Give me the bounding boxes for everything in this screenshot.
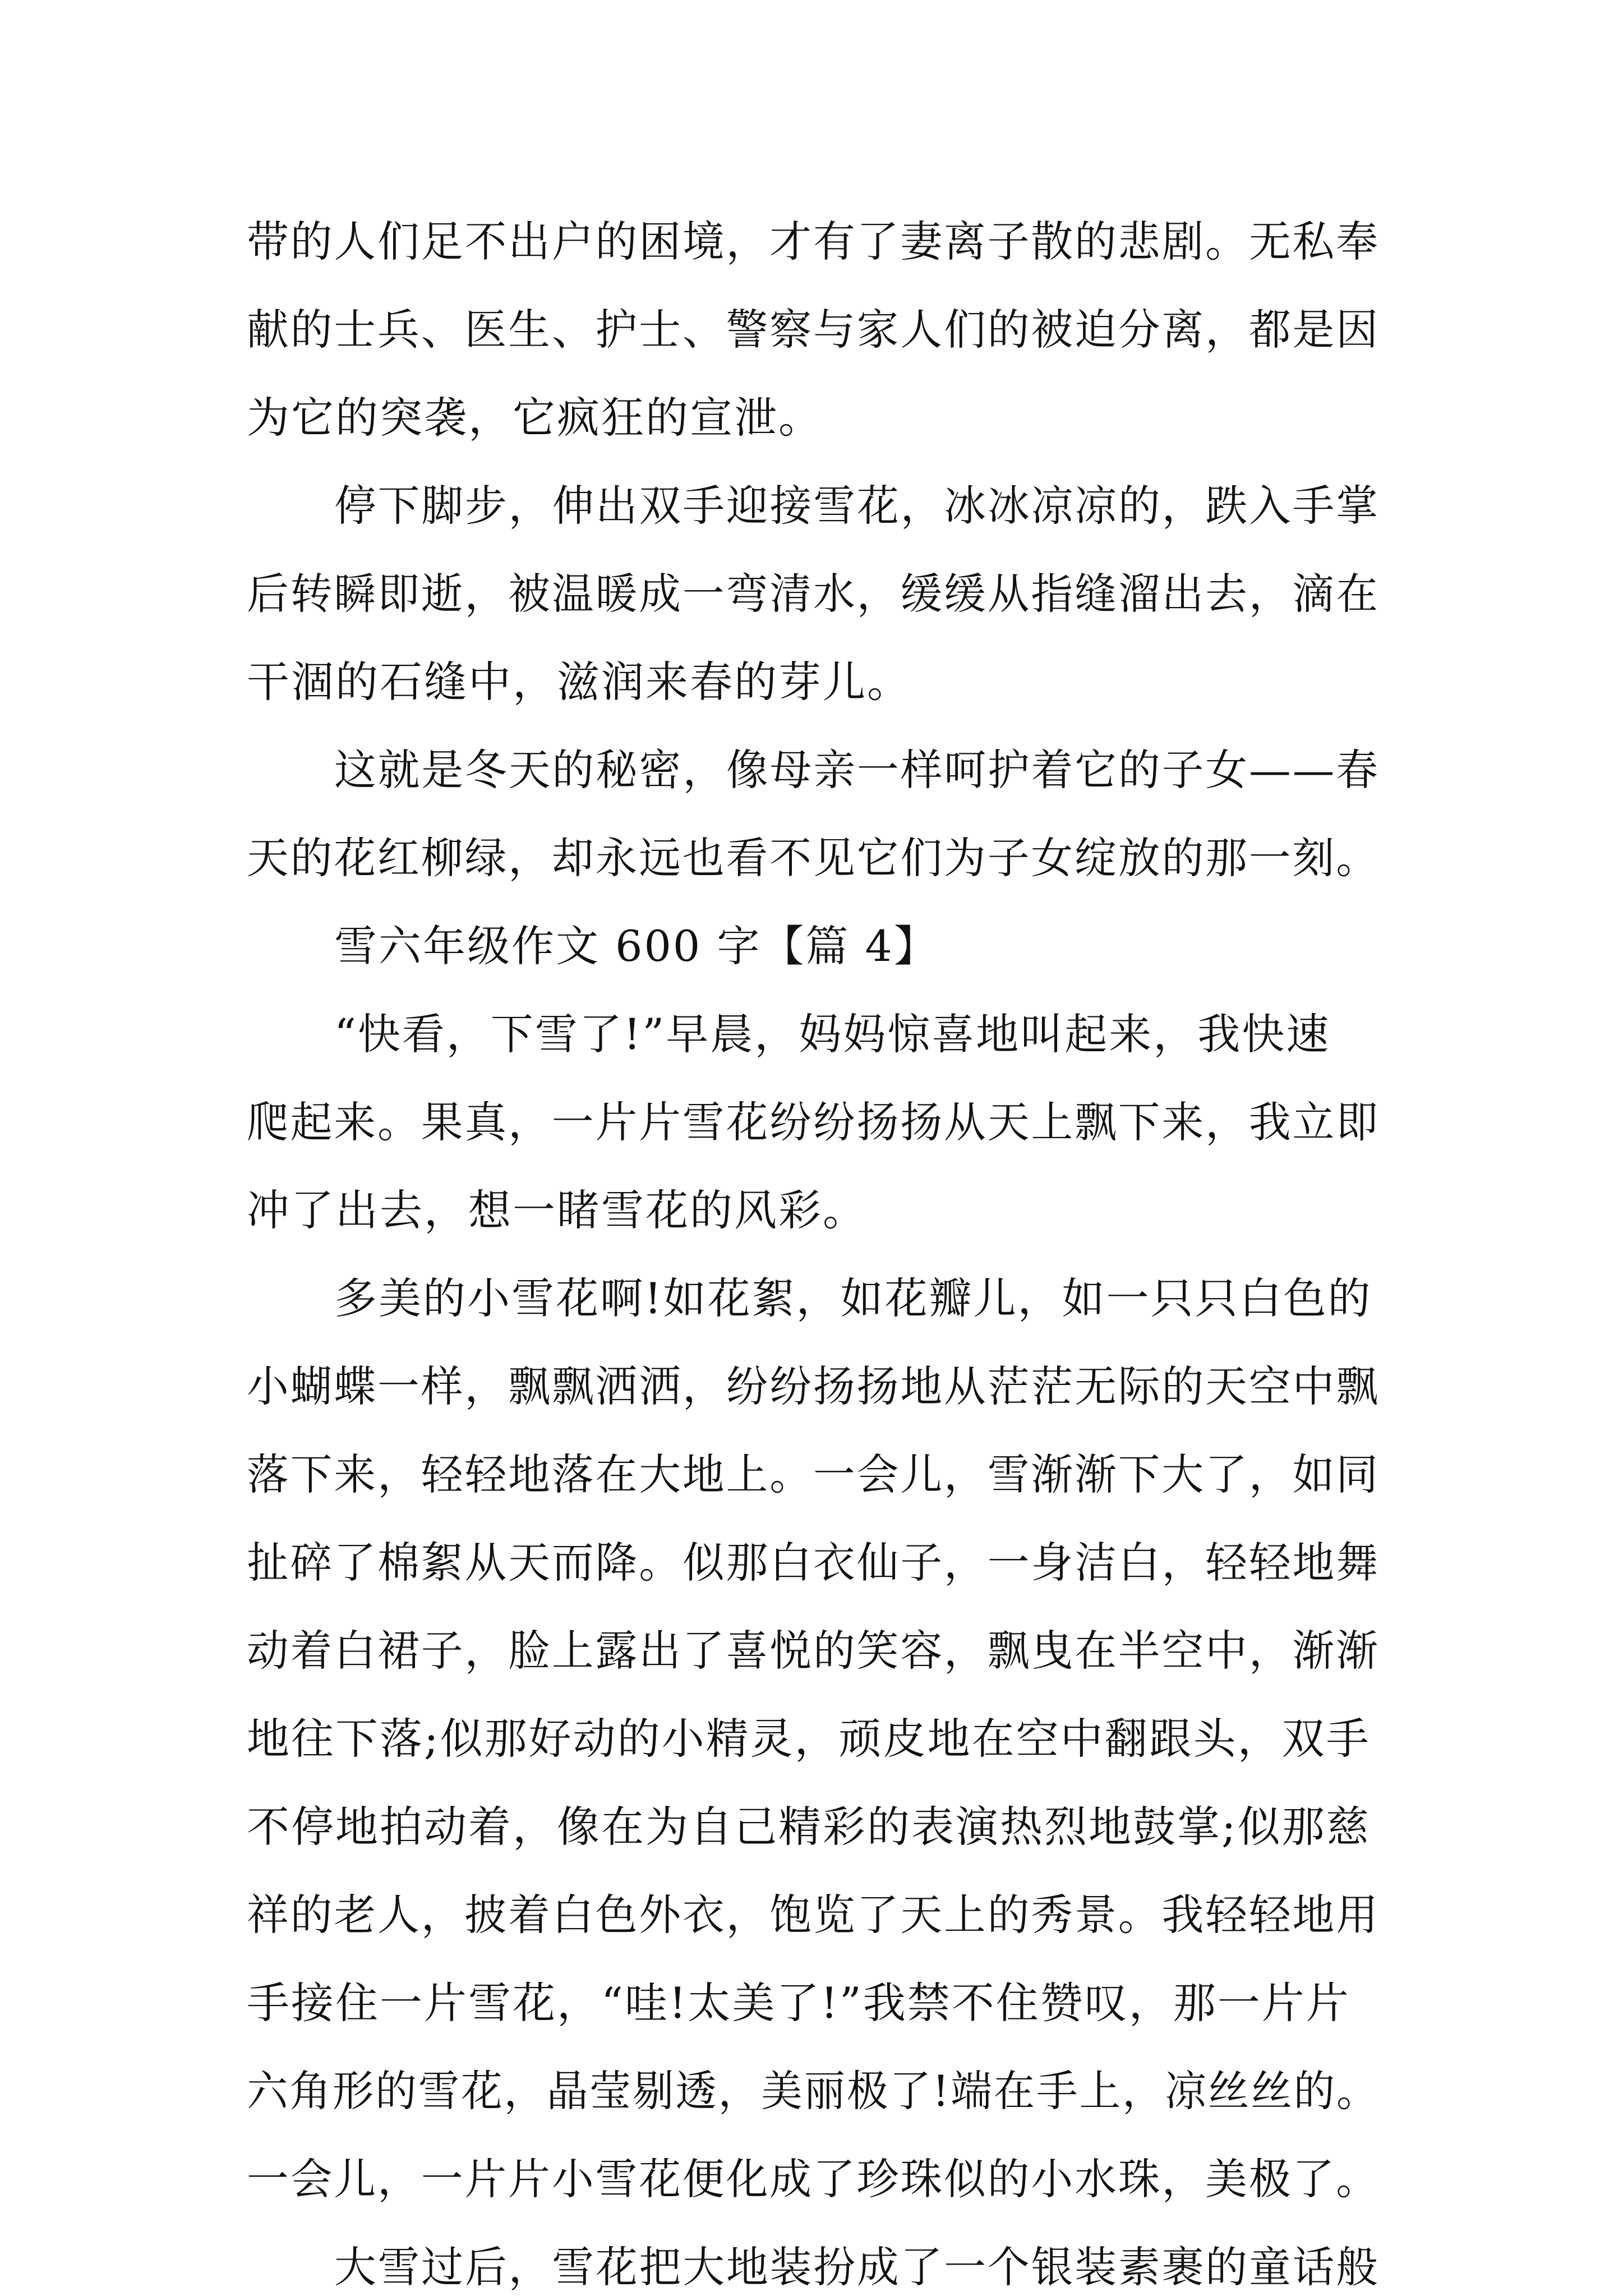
text-line: 后转瞬即逝，被温暖成一弯清水，缓缓从指缝溜出去，滴在 (247, 569, 1380, 619)
text-line: 六角形的雪花，晶莹剔透，美丽极了!端在手上，凉丝丝的。 (247, 2066, 1380, 2116)
text-line: 冲了出去，想一睹雪花的风彩。 (247, 1185, 867, 1235)
text-line: 小蝴蝶一样，飘飘洒洒，纷纷扬扬地从茫茫无际的天空中飘 (247, 1361, 1380, 1411)
text-line: 带的人们足不出户的困境，才有了妻离子散的悲剧。无私奉 (247, 217, 1380, 266)
text-line: 天的花红柳绿，却永远也看不见它们为子女绽放的那一刻。 (247, 833, 1380, 883)
text-line: 落下来，轻轻地落在大地上。一会儿，雪渐渐下大了，如同 (247, 1450, 1380, 1499)
text-line: 为它的突袭，它疯狂的宣泄。 (247, 393, 823, 443)
text-line: 地往下落;似那好动的小精灵，顽皮地在空中翻跟头，双手 (247, 1714, 1371, 1764)
paragraph-start-line: 多美的小雪花啊!如花絮，如花瓣儿，如一只只白色的 (334, 1273, 1372, 1323)
text-line: 爬起来。果真，一片片雪花纷纷扬扬从天上飘下来，我立即 (247, 1097, 1380, 1147)
text-line: 干涸的石缝中，滋润来春的芽儿。 (247, 657, 911, 707)
text-line: 手接住一片雪花，“哇!太美了!”我禁不住赞叹，那一片片 (247, 1978, 1350, 2028)
text-line: 祥的老人，披着白色外衣，饱览了天上的秀景。我轻轻地用 (247, 1890, 1380, 1940)
text-line: 扯碎了棉絮从天而降。似那白衣仙子，一身洁白，轻轻地舞 (247, 1538, 1380, 1588)
paragraph-start-line: “快看，下雪了!”早晨，妈妈惊喜地叫起来，我快速 (334, 1009, 1331, 1059)
paragraph-start-line: 大雪过后，雪花把大地装扮成了一个银装素裹的童话般 (334, 2242, 1380, 2292)
paragraph-start-line: 这就是冬天的秘密，像母亲一样呵护着它的子女——春 (334, 745, 1380, 795)
paragraph-start-line: 停下脚步，伸出双手迎接雪花，冰冰凉凉的，跌入手掌 (334, 481, 1380, 531)
text-line: 动着白裙子，脸上露出了喜悦的笑容，飘曳在半空中，渐渐 (247, 1626, 1380, 1676)
text-line: 一会儿，一片片小雪花便化成了珍珠似的小水珠，美极了。 (247, 2154, 1380, 2204)
section-heading: 雪六年级作文 600 字【篇 4】 (334, 921, 938, 971)
text-line: 不停地拍动着，像在为自己精彩的表演热烈地鼓掌;似那慈 (247, 1802, 1371, 1852)
text-line: 献的士兵、医生、护士、警察与家人们的被迫分离，都是因 (247, 305, 1380, 355)
